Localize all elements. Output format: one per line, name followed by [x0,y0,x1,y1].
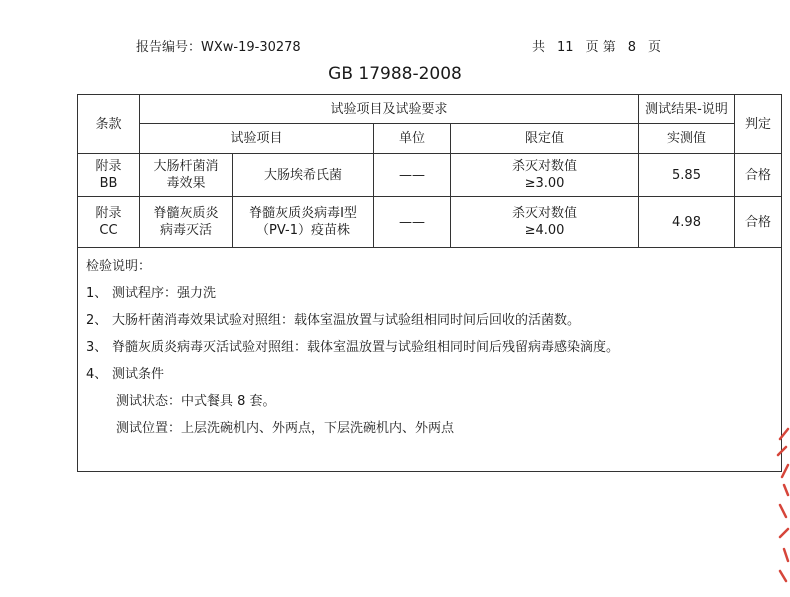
limit-cell: 杀灭对数值 ≥3.00 [451,154,639,197]
red-stamp-icon [774,425,790,585]
table-row [78,154,782,197]
unit-cell: —— [374,154,451,197]
header-row-2 [78,124,782,154]
note-item: 2、 大肠杆菌消毒效果试验对照组：载体室温放置与试验组相同时间后回收的活菌数。 [86,313,581,328]
organism-cell: 大肠埃希氏菌 [233,154,374,197]
clause-cell: 附录 CC [78,197,140,248]
limit-cell: 杀灭对数值 ≥4.00 [451,197,639,248]
notes-title: 检验说明： [86,259,152,274]
condition-position: 测试位置：上层洗碗机内、外两点，下层洗碗机内、外两点 [116,421,455,436]
verdict-cell: 合格 [735,197,782,248]
item-subheader: 试验项目 [140,124,374,154]
condition-state: 测试状态：中式餐具 8 套。 [116,394,276,409]
note-item: 3、 脊髓灰质炎病毒灭活试验对照组：载体室温放置与试验组相同时间后残留病毒感染滴度。 [86,340,620,355]
items-group-header: 试验项目及试验要求 [140,95,639,124]
limit-subheader: 限定值 [451,124,639,154]
clause-cell: 附录 BB [78,154,140,197]
table-row [78,197,782,248]
notes-row [78,248,782,472]
report-number: 报告编号：WXw-19-30278 [136,40,301,55]
page-label: 页 第 [585,40,616,55]
notes-cell [78,248,782,472]
measured-cell: 4.98 [639,197,735,248]
standard-title: GB 17988-2008 [328,64,462,84]
total-pages: 11 [557,40,574,55]
measured-cell: 5.85 [639,154,735,197]
clause-header: 条款 [78,95,140,154]
unit-cell: —— [374,197,451,248]
header-row-1 [78,95,782,124]
total-label: 共 [532,40,546,55]
note-item: 1、 测试程序：强力洗 [86,286,217,301]
item-cell: 脊髓灰质炎 病毒灭活 [140,197,233,248]
verdict-cell: 合格 [735,154,782,197]
result-group-header: 测试结果-说明 [639,95,735,124]
current-page: 8 [627,40,636,55]
item-cell: 大肠杆菌消 毒效果 [140,154,233,197]
page-suffix: 页 [647,40,661,55]
measured-subheader: 实测值 [639,124,735,154]
unit-subheader: 单位 [374,124,451,154]
page-indicator [532,36,673,55]
note-item: 4、 测试条件 [86,367,165,382]
verdict-header: 判定 [735,95,782,154]
organism-cell: 脊髓灰质炎病毒Ⅰ型 （PV-1）疫苗株 [233,197,374,248]
test-results-table [77,94,782,472]
